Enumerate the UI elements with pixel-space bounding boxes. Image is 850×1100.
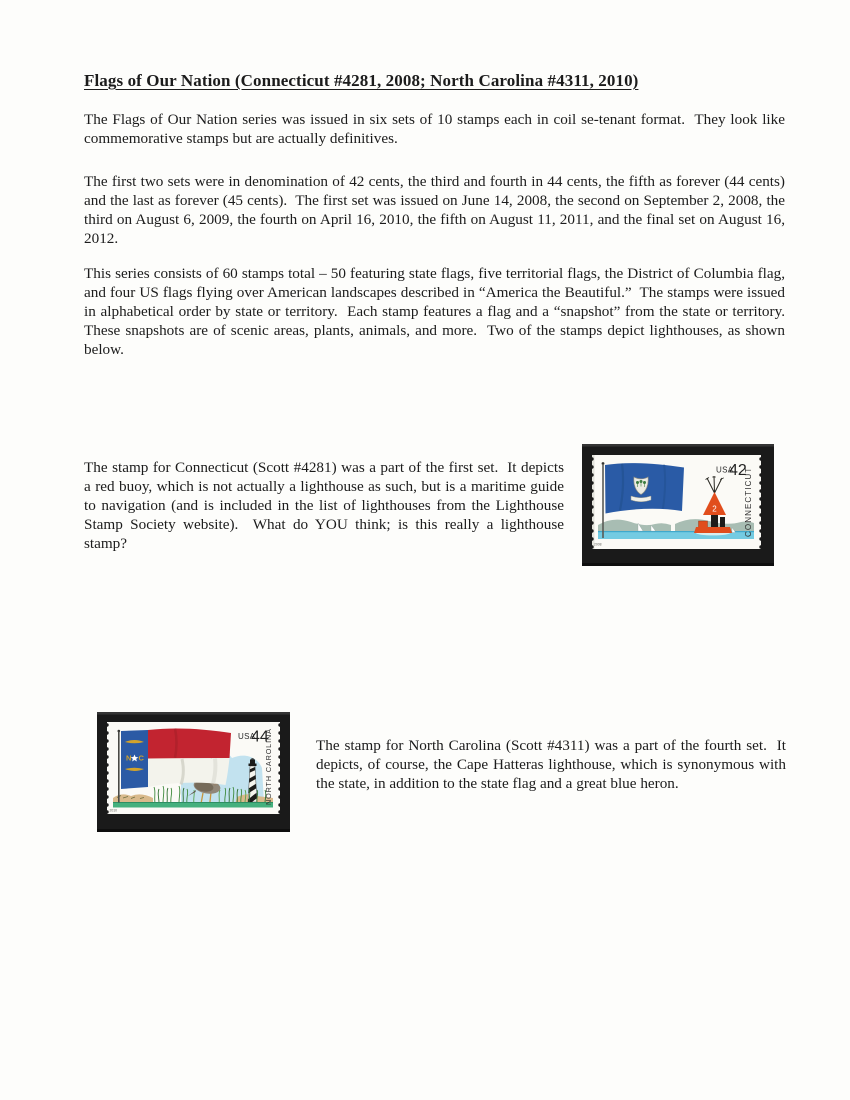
north-carolina-stamp-image bbox=[97, 712, 290, 832]
ct-stamp-edge-shade bbox=[592, 455, 595, 549]
ct-mount-highlight bbox=[582, 444, 774, 447]
nc-country-label: USA bbox=[238, 732, 256, 741]
nc-flag-letter-n: N bbox=[126, 753, 132, 763]
ct-country-label: USA bbox=[716, 465, 734, 475]
connecticut-stamp-image bbox=[582, 444, 774, 566]
nc-mount-shadow bbox=[97, 829, 290, 832]
page-title: Flags of Our Nation (Connecticut #4281, 2008; North Carolina #4311, 2010) bbox=[84, 71, 639, 90]
paragraph-intro: The Flags of Our Nation series was issued in six sets of 10 stamps each in coil se-tenant format. They look like commemorative stamps but are actually definitives. bbox=[84, 111, 789, 147]
nc-flag bbox=[121, 728, 231, 789]
nc-mount-highlight bbox=[97, 712, 290, 715]
paragraph-connecticut: The stamp for Connecticut (Scott #4281) was a part of the first set. It depicts a red buoy, which is not actually a lighthouse as such, but is a maritime guide to navigation (and is included in the list of lighthouses from the Lighthouse Stamp Society website). What do YOU think; is this really a lighthouse stamp? bbox=[84, 459, 568, 552]
ct-state-label: CONNECTICUT bbox=[744, 466, 753, 537]
ct-denomination-label: 42 bbox=[729, 462, 747, 479]
nc-state-label: NORTH CAROLINA bbox=[264, 728, 273, 805]
paragraph-north-carolina: The stamp for North Carolina (Scott #4311) was a part of the fourth set. It depicts, of course, the Cape Hatteras lighthouse, which is synonymous with the state, in addition to the state flag and a great blue heron. bbox=[316, 737, 790, 792]
nc-denomination-label: 44 bbox=[251, 728, 269, 746]
paragraph-series: This series consists of 60 stamps total – 50 featuring state flags, five territorial flags, the District of Columbia flag, and four US flags flying over American landscapes described in “America the Beautiful.” The stamps were issued in alphabetical order by state or territory. Each stamp features a flag and a “snapshot” from the state or territory. These snapshots are of scenic areas, plants, animals, and more. Two of the stamps depict lighthouses, as shown below. bbox=[84, 265, 793, 358]
ct-mount-shadow bbox=[582, 563, 774, 566]
connecticut-stamp-svg bbox=[582, 444, 774, 566]
nc-year-marking: 2010 bbox=[109, 808, 118, 813]
nc-flag-letter-c: C bbox=[138, 753, 144, 763]
north-carolina-stamp-svg bbox=[97, 712, 290, 832]
ct-year-marking: 2008 bbox=[594, 542, 602, 547]
paragraph-denominations: The first two sets were in denomination of 42 cents, the third and fourth in 44 cents, the fifth as forever (44 cents) and the last as forever (45 cents). The first set was issued on June 14, 2008, the second on September 2, 2008, the third on August 6, 2009, the fourth on April 16, 2010, the fifth on August 11, 2011, and the final set on August 16, 2012. bbox=[84, 173, 789, 247]
ct-buoy-number: 2 bbox=[712, 504, 717, 514]
nc-ground-stripe bbox=[113, 802, 273, 808]
